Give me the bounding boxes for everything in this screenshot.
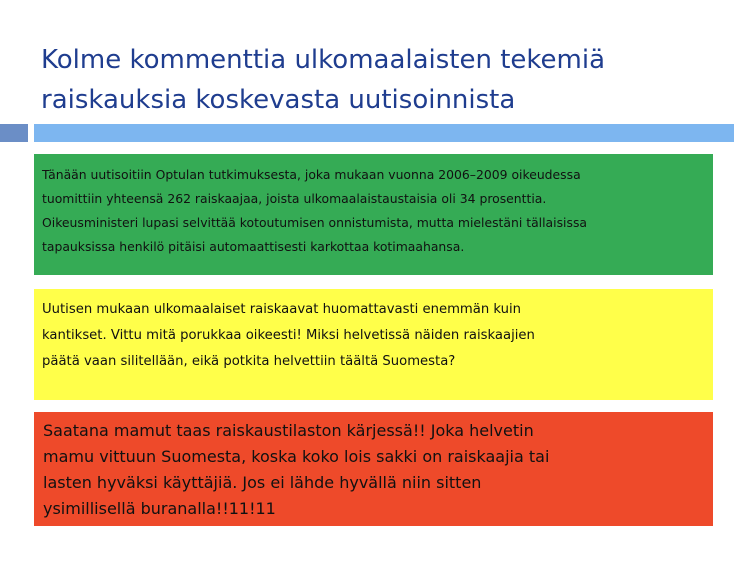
comment-box-green	[34, 154, 713, 275]
slide-title-line-1: Kolme kommenttia ulkomaalaisten tekemiä	[41, 45, 606, 75]
comment-box-red	[34, 412, 713, 526]
comment-line: Oikeusministeri lupasi selvittää kotoutumisen onnistumista, mutta mielestäni tällaisissa	[42, 215, 587, 230]
slide-title-line-2: raiskauksia koskevasta uutisoinnista	[41, 85, 516, 115]
comment-line: tapauksissa henkilö pitäisi automaattisesti karkottaa kotimaahansa.	[42, 239, 465, 254]
title-rule-bar	[34, 124, 734, 142]
comment-line: ysimillisellä buranalla!!11!11	[43, 499, 276, 518]
slide-title	[41, 40, 711, 120]
comment-box-yellow	[34, 289, 713, 400]
comment-line: Uutisen mukaan ulkomaalaiset raiskaavat huomattavasti enemmän kuin	[42, 302, 522, 317]
comment-line: kantikset. Vittu mitä porukkaa oikeesti! Miksi helvetissä näiden raiskaajien	[42, 328, 535, 343]
comment-line: Saatana mamut taas raiskaustilaston kärjessä!! Joka helvetin	[43, 421, 534, 440]
title-rule-accent-block	[0, 124, 28, 142]
comment-line: Tänään uutisoitiin Optulan tutkimuksesta, joka mukaan vuonna 2006–2009 oikeudessa	[42, 167, 581, 182]
comment-line: lasten hyväksi käyttäjiä. Jos ei lähde hyvällä niin sitten	[43, 473, 482, 492]
comment-text	[42, 163, 713, 259]
comment-text	[43, 418, 713, 522]
comment-line: tuomittiin yhteensä 262 raiskaajaa, joista ulkomaalaistaustaisia oli 34 prosenttia.	[42, 191, 547, 206]
comment-line: mamu vittuun Suomesta, koska koko lois sakki on raiskaajia tai	[43, 447, 550, 466]
comment-text	[42, 297, 713, 375]
comment-line: päätä vaan silitellään, eikä potkita helvettiin täältä Suomesta?	[42, 354, 456, 369]
